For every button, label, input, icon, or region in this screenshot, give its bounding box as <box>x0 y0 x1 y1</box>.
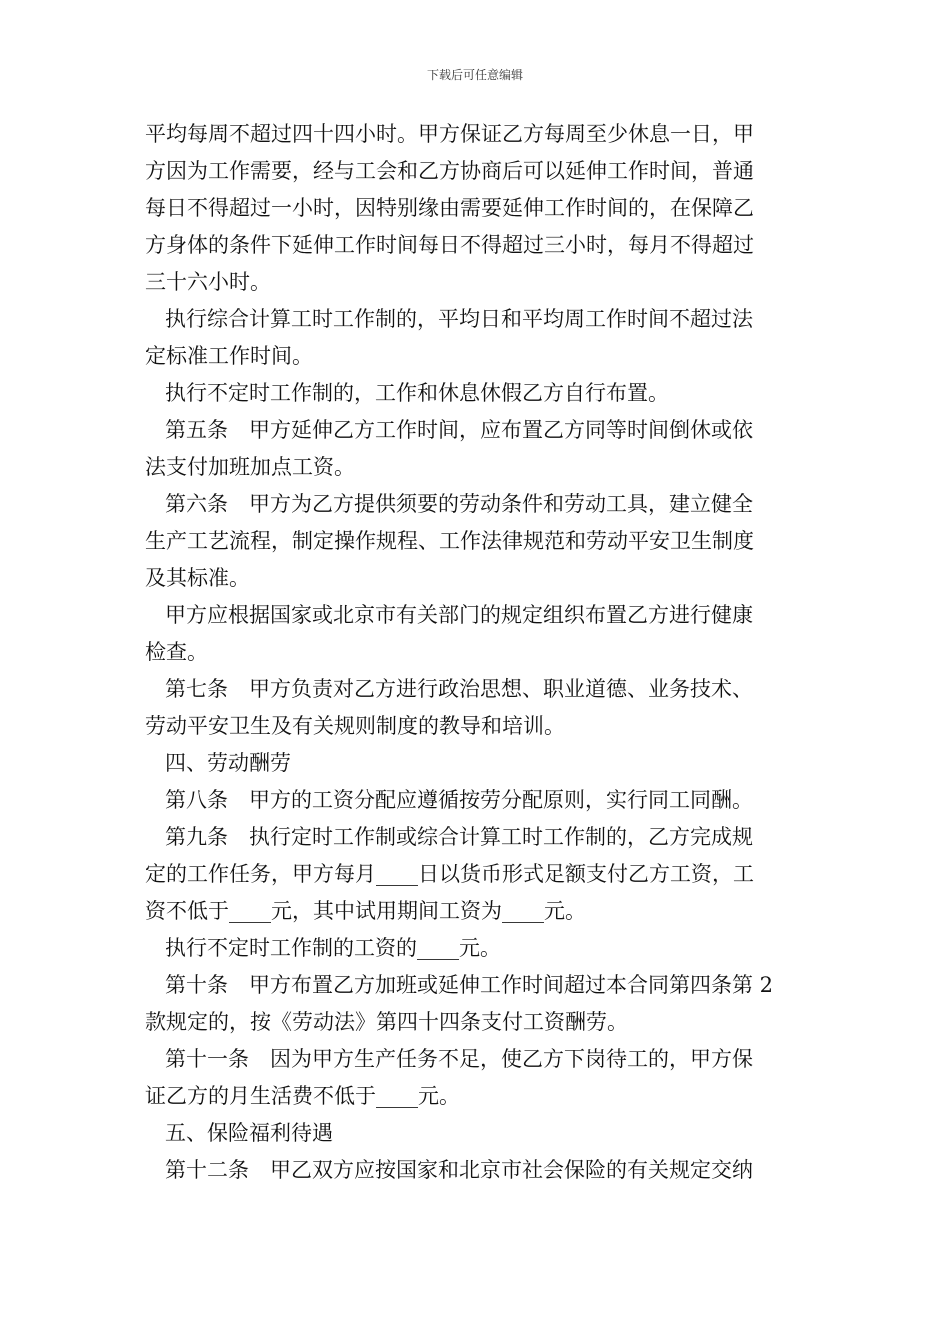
text-line: 第六条 甲方为乙方提供须要的劳动条件和劳动工具，建立健全 <box>165 492 753 516</box>
text-line: 定的工作任务，甲方每月____日以货币形式足额支付乙方工资，工 <box>145 862 754 886</box>
text-line: 执行综合计算工时工作制的，平均日和平均周工作时间不超过法 <box>165 307 753 331</box>
text-line: 定标准工作时间。 <box>145 344 313 368</box>
text-line: 第七条 甲方负责对乙方进行政治思想、职业道德、业务技术、 <box>165 677 753 701</box>
text-line: 第十二条 甲乙双方应按国家和北京市社会保险的有关规定交纳 <box>165 1158 753 1182</box>
text-line: 检查。 <box>145 640 208 664</box>
text-line: 方身体的条件下延伸工作时间每日不得超过三小时，每月不得超过 <box>145 233 754 257</box>
text-line: 资不低于____元，其中试用期间工资为____元。 <box>145 899 586 923</box>
text-line: 第十条 甲方布置乙方加班或延伸工作时间超过本合同第四条第 2 <box>165 973 774 997</box>
section-heading: 四、劳动酬劳 <box>165 751 291 775</box>
text-line: 生产工艺流程，制定操作规程、工作法律规范和劳动平安卫生制度 <box>145 529 754 553</box>
text-line: 每日不得超过一小时，因特别缘由需要延伸工作时间的，在保障乙 <box>145 196 754 220</box>
text-line: 执行不定时工作制的，工作和休息休假乙方自行布置。 <box>165 381 669 405</box>
text-line: 第十一条 因为甲方生产任务不足，使乙方下岗待工的，甲方保 <box>165 1047 753 1071</box>
text-line: 证乙方的月生活费不低于____元。 <box>145 1084 460 1108</box>
text-line: 三十六小时。 <box>145 270 271 294</box>
text-line: 及其标准。 <box>145 566 250 590</box>
document-body <box>145 116 810 1189</box>
text-line: 方因为工作需要，经与工会和乙方协商后可以延伸工作时间，普通 <box>145 159 754 183</box>
text-line: 第九条 执行定时工作制或综合计算工时工作制的，乙方完成规 <box>165 825 753 849</box>
page-header: 下载后可任意编辑 <box>426 68 523 82</box>
text-line: 劳动平安卫生及有关规则制度的教导和培训。 <box>145 714 565 738</box>
text-line: 第八条 甲方的工资分配应遵循按劳分配原则，实行同工同酬。 <box>165 788 753 812</box>
section-heading: 五、保险福利待遇 <box>165 1121 333 1145</box>
text-line: 执行不定时工作制的工资的____元。 <box>165 936 501 960</box>
text-line: 法支付加班加点工资。 <box>145 455 355 479</box>
text-line: 款规定的，按《劳动法》第四十四条支付工资酬劳。 <box>145 1010 628 1034</box>
text-line: 平均每周不超过四十四小时。甲方保证乙方每周至少休息一日，甲 <box>145 122 754 146</box>
text-line: 第五条 甲方延伸乙方工作时间，应布置乙方同等时间倒休或依 <box>165 418 753 442</box>
text-line: 甲方应根据国家或北京市有关部门的规定组织布置乙方进行健康 <box>165 603 753 627</box>
